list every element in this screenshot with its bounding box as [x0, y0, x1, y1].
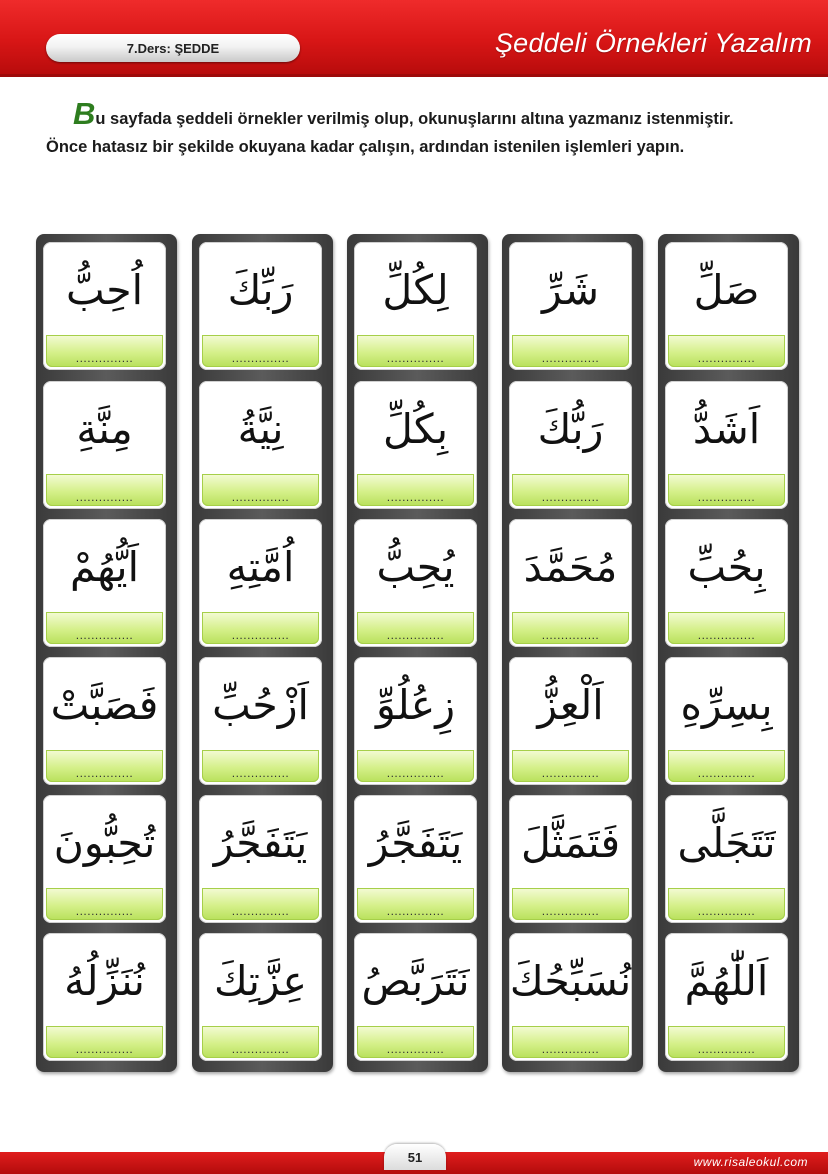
instructions-text: u sayfada şeddeli örnekler verilmiş olup, okunuşlarını altına yazmanız istenmiştir. Önce hatasız bir şekilde okuyana kadar çalışın, ardından istenilen işlemleri yapın.	[46, 110, 734, 156]
answer-field[interactable]: ...............	[46, 1026, 163, 1058]
word-card	[509, 381, 632, 509]
arabic-word: نِيَّةُ	[237, 405, 284, 453]
arabic-word: عِزَّتِكَ	[213, 957, 308, 1005]
word-card	[509, 795, 632, 923]
word-column	[347, 234, 488, 1072]
arabic-word: رَبُّكَ	[537, 405, 604, 453]
answer-field[interactable]: ...............	[668, 1026, 785, 1058]
arabic-word: نَتَرَبَّصُ	[361, 957, 470, 1005]
answer-field[interactable]: ...............	[512, 750, 629, 782]
word-card	[199, 242, 322, 370]
word-card	[43, 657, 166, 785]
arabic-word: اَلْعِزُّ	[537, 681, 604, 729]
word-card	[665, 242, 788, 370]
arabic-word: زِعُلُوِّ	[375, 681, 456, 729]
word-card	[665, 933, 788, 1061]
word-card	[199, 381, 322, 509]
arabic-word: اُمَّتِهِ	[226, 543, 295, 591]
arabic-word: يَتَفَجَّرُ	[368, 819, 463, 867]
word-card	[354, 795, 477, 923]
answer-field[interactable]: ...............	[46, 888, 163, 920]
answer-field[interactable]: ...............	[668, 474, 785, 506]
arabic-word: بِكُلِّ	[382, 405, 449, 453]
instructions-dropcap: B	[73, 96, 96, 131]
answer-field[interactable]: ...............	[202, 335, 319, 367]
word-card	[665, 381, 788, 509]
word-card	[354, 519, 477, 647]
word-card	[354, 381, 477, 509]
answer-field[interactable]: ...............	[357, 612, 474, 644]
instructions	[46, 96, 736, 161]
word-card	[509, 657, 632, 785]
arabic-word: مُحَمَّدَ	[523, 543, 618, 591]
word-card	[199, 657, 322, 785]
answer-field[interactable]: ...............	[357, 335, 474, 367]
answer-field[interactable]: ...............	[202, 474, 319, 506]
answer-field[interactable]: ...............	[668, 335, 785, 367]
answer-field[interactable]: ...............	[512, 335, 629, 367]
answer-field[interactable]: ...............	[668, 612, 785, 644]
arabic-word: فَتَمَثَّلَ	[520, 819, 621, 867]
answer-field[interactable]: ...............	[357, 474, 474, 506]
answer-field[interactable]: ...............	[668, 750, 785, 782]
word-card	[43, 933, 166, 1061]
answer-field[interactable]: ...............	[512, 1026, 629, 1058]
page-number: 51	[384, 1144, 446, 1170]
arabic-word: اَللّٰهُمَّ	[684, 957, 769, 1005]
arabic-word: رَبِّكَ	[227, 266, 294, 314]
word-column	[658, 234, 799, 1072]
word-card	[509, 242, 632, 370]
word-card	[43, 795, 166, 923]
arabic-word: اَيُّهُمْ	[70, 543, 139, 591]
arabic-word: اُحِبُّ	[66, 266, 143, 314]
word-card	[665, 519, 788, 647]
answer-field[interactable]: ...............	[46, 612, 163, 644]
answer-field[interactable]: ...............	[512, 474, 629, 506]
arabic-word: بِحُبِّ	[687, 543, 766, 591]
lesson-label: 7.Ders: ŞEDDE	[46, 34, 300, 62]
arabic-word: اَزْحُبِّ	[212, 681, 309, 729]
word-card	[509, 519, 632, 647]
answer-field[interactable]: ...............	[668, 888, 785, 920]
answer-field[interactable]: ...............	[202, 612, 319, 644]
word-card	[665, 795, 788, 923]
word-column	[36, 234, 177, 1072]
word-card	[43, 381, 166, 509]
word-card	[43, 242, 166, 370]
word-card	[354, 242, 477, 370]
answer-field[interactable]: ...............	[357, 888, 474, 920]
word-column	[502, 234, 643, 1072]
word-card	[199, 933, 322, 1061]
answer-field[interactable]: ...............	[202, 750, 319, 782]
word-card	[43, 519, 166, 647]
answer-field[interactable]: ...............	[202, 1026, 319, 1058]
arabic-word: اَشَدُّ	[692, 405, 761, 453]
word-card	[665, 657, 788, 785]
word-card	[199, 519, 322, 647]
arabic-word: لِكُلِّ	[382, 266, 449, 314]
arabic-word: مِنَّةِ	[76, 405, 133, 453]
page-header	[0, 0, 828, 77]
site-url: www.risaleokul.com	[693, 1155, 808, 1169]
word-card	[354, 933, 477, 1061]
word-card	[199, 795, 322, 923]
answer-field[interactable]: ...............	[357, 1026, 474, 1058]
arabic-word: شَرِّ	[542, 266, 599, 314]
answer-field[interactable]: ...............	[512, 612, 629, 644]
arabic-word: يُحِبُّ	[376, 543, 455, 591]
arabic-word: نُسَبِّحُكَ	[509, 957, 632, 1005]
page-title: Şeddeli Örnekleri Yazalım	[494, 28, 812, 58]
arabic-word: تُحِبُّونَ	[53, 819, 156, 867]
answer-field[interactable]: ...............	[357, 750, 474, 782]
answer-field[interactable]: ...............	[46, 335, 163, 367]
arabic-word: نُنَزِّلُهُ	[64, 957, 145, 1005]
answer-field[interactable]: ...............	[46, 750, 163, 782]
arabic-word: صَلِّ	[693, 266, 760, 314]
arabic-word: بِسِرِّهِ	[680, 681, 773, 729]
arabic-word: يَتَفَجَّرُ	[213, 819, 308, 867]
arabic-word: تَتَجَلَّى	[677, 819, 776, 867]
arabic-word: فَصَبَّتْ	[50, 681, 159, 729]
word-column	[192, 234, 333, 1072]
answer-field[interactable]: ...............	[46, 474, 163, 506]
word-card	[509, 933, 632, 1061]
answer-field[interactable]: ...............	[512, 888, 629, 920]
answer-field[interactable]: ...............	[202, 888, 319, 920]
word-card	[354, 657, 477, 785]
